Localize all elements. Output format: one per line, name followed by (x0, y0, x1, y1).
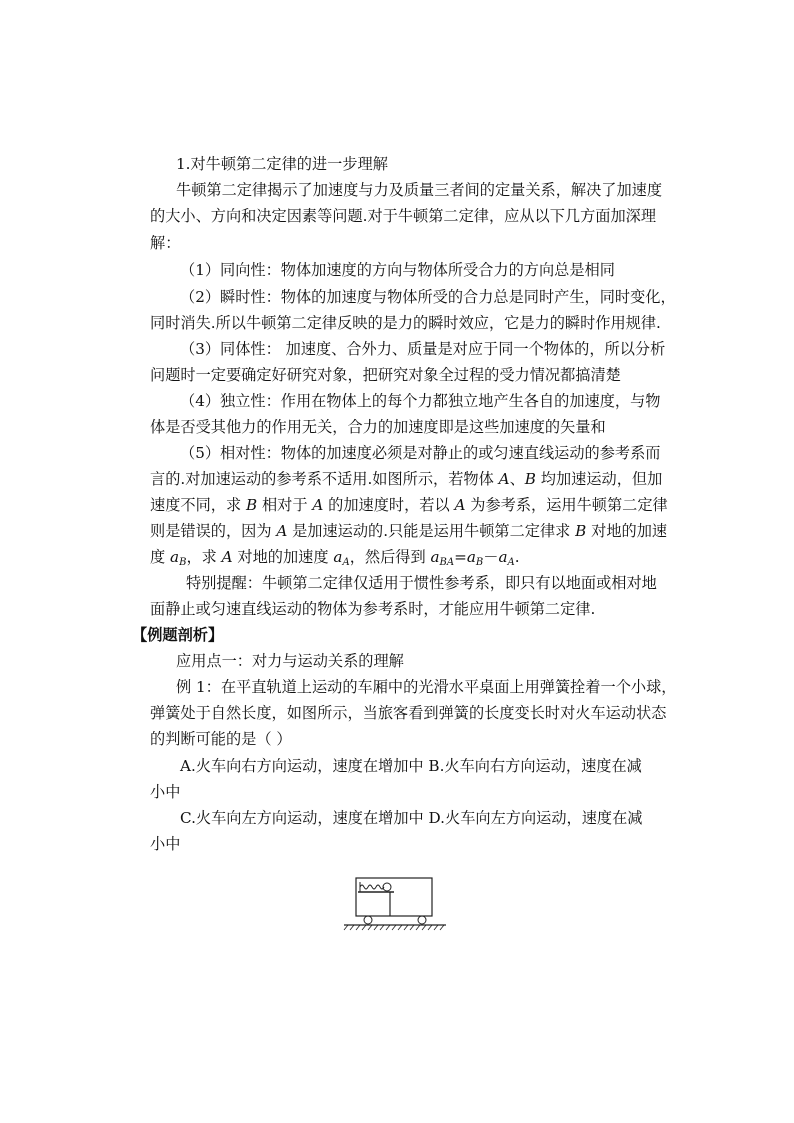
text-run: 为参考系，运用牛顿第二定律 (465, 496, 668, 514)
var-A: A (312, 496, 324, 514)
text-run: ，然后得到 (349, 548, 431, 566)
point-5-line-5 (150, 547, 520, 573)
subscript: B (179, 557, 187, 568)
var-B: B (245, 496, 258, 514)
spring (360, 885, 384, 889)
var-a: a (498, 548, 508, 566)
var-a: a (170, 548, 180, 566)
car-body (356, 878, 432, 916)
var-B: B (575, 522, 587, 540)
wheel-right (418, 916, 426, 924)
point-3-line-1: （3）同体性： 加速度、合外力、质量是对应于同一个物体的，所以分析 (180, 340, 666, 358)
text-run: . (514, 548, 520, 566)
subscript: A (507, 557, 515, 568)
text-run: 对地的加速度 (232, 548, 334, 566)
var-A: A (454, 496, 466, 514)
text-run: ，求 (186, 548, 222, 566)
text-run: 的加速度时，若以 (323, 496, 455, 514)
intro-line-2: 的大小、方向和决定因素等问题.对于牛顿第二定律，应从以下几方面加深理 (150, 207, 657, 225)
ground-hatching (344, 925, 444, 930)
question-line-2: 弹簧处于自然长度，如图所示，当旅客看到弹簧的长度变长时对火车运动状态 (150, 704, 667, 722)
subscript: A (342, 557, 350, 568)
question-line-1: 例 1：在平直轨道上运动的车厢中的光滑水平桌面上用弹簧拴着一个小球， (176, 678, 677, 696)
subscript: B (475, 557, 484, 568)
text-run: 言的.对加速运动的参考系不适用.如图所示，若物体 (150, 470, 499, 488)
var-A: A (221, 548, 233, 566)
point-2-line-2: 同时消失.所以牛顿第二定律反映的是力的瞬时效应，它是力的瞬时作用规律. (150, 314, 661, 332)
point-5-line-3 (150, 495, 668, 515)
option-row-2: C.火车向左方向运动，速度在增加中 D.火车向左方向运动，速度在减 (180, 809, 643, 827)
examples-header: 【例题剖析】 (132, 626, 224, 644)
note-line-2: 面静止或匀速直线运动的物体为参考系时，才能应用牛顿第二定律. (150, 600, 596, 618)
point-1: （1）同向性：物体加速度的方向与物体所受合力的方向总是相同 (180, 261, 615, 279)
var-A: A (498, 470, 510, 488)
option-row-1: A.火车向右方向运动，速度在增加中 B.火车向右方向运动，速度在减 (180, 757, 642, 775)
note-line-1: 特别提醒：牛顿第二定律仅适用于惯性参考系，即只有以地面或相对地 (186, 574, 657, 592)
point-2-line-1: （2）瞬时性：物体的加速度与物体所受的合力总是同时产生，同时变化， (180, 288, 676, 306)
application-point: 应用点一：对力与运动关系的理解 (176, 652, 404, 670)
text-run: 是加速运动的.只能是运用牛顿第二定律求 (287, 522, 576, 540)
var-B: B (524, 470, 536, 488)
intro-line-3: 解： (150, 234, 181, 252)
text-run: 对地的加速 (586, 522, 668, 540)
point-4-line-1: （4）独立性：作用在物体上的每个力都独立地产生各自的加速度，与物 (180, 392, 661, 410)
subscript: BA (439, 557, 455, 568)
text-run: = (454, 548, 467, 566)
text-run: － (483, 548, 499, 566)
var-a: a (430, 548, 440, 566)
point-4-line-2: 体是否受其他力的作用无关，合力的加速度即是这些加速度的矢量和 (150, 418, 606, 436)
point-5-line-2 (150, 469, 662, 489)
ball (383, 883, 391, 891)
var-A: A (276, 522, 288, 540)
point-5-line-1: （5）相对性：物体的加速度必须是对静止的或匀速直线运动的参考系而 (180, 444, 661, 462)
option-row-2-cont: 小中 (150, 835, 181, 853)
text-run: 则是错误的，因为 (150, 522, 277, 540)
train-car-figure (342, 870, 448, 934)
var-a: a (466, 548, 476, 566)
wheel-left (364, 916, 372, 924)
point-5-line-4 (150, 521, 667, 541)
text-run: 速度不同，求 (150, 496, 246, 514)
intro-line-1: 牛顿第二定律揭示了加速度与力及质量三者间的定量关系，解决了加速度 (176, 181, 662, 199)
point-3-line-2: 问题时一定要确定好研究对象，把研究对象全过程的受力情况都搞清楚 (150, 366, 621, 384)
text-run: 、 (509, 470, 525, 488)
text-run: 度 (150, 548, 171, 566)
text-run: 均加速运动，但加 (535, 470, 663, 488)
section-heading: 1.对牛顿第二定律的进一步理解 (176, 155, 388, 173)
text-run: 相对于 (257, 496, 313, 514)
var-a: a (333, 548, 343, 566)
question-line-3: 的判断可能的是（ ） (150, 730, 292, 748)
option-row-1-cont: 小中 (150, 783, 181, 801)
